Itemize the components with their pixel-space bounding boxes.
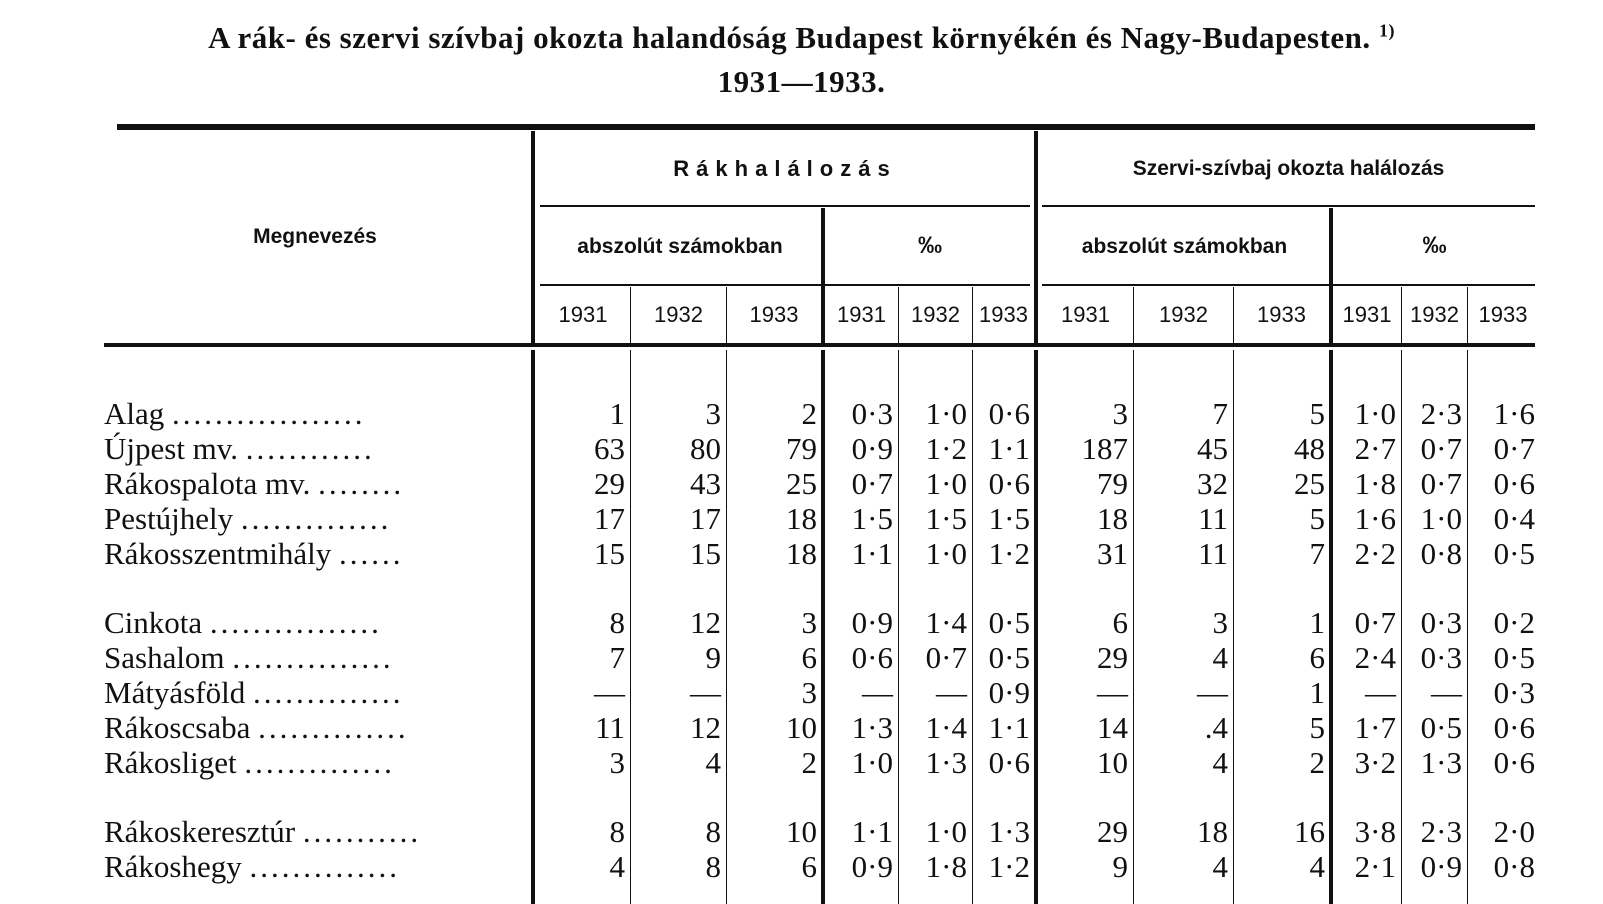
year-header: 1931 <box>558 302 608 327</box>
table-cell: 8 <box>705 814 721 849</box>
table-cell: 32 <box>1197 466 1228 501</box>
table-cell: 2·0 <box>1493 814 1535 849</box>
row-label <box>104 710 409 746</box>
table-cell: 48 <box>1294 431 1325 466</box>
year-header: 1932 <box>911 302 960 327</box>
table-cell: 1·0 <box>925 536 967 571</box>
year-header: 1931 <box>837 302 886 327</box>
table-cell: 0·9 <box>988 675 1030 710</box>
row-label-text: Rákoskeresztúr <box>104 814 303 849</box>
leader-dots: .............. <box>258 710 409 745</box>
table-cell: 2·3 <box>1420 396 1462 431</box>
table-cell: 16 <box>1294 814 1325 849</box>
table-cell: 0·2 <box>1493 605 1535 640</box>
year-header: 1932 <box>1410 302 1459 327</box>
table-cell: 1·8 <box>1354 466 1396 501</box>
table-cell: 17 <box>690 501 721 536</box>
subheader-permille-cancer: ‰ <box>918 232 942 259</box>
leader-dots: .................. <box>172 396 366 431</box>
table-cell: 6 <box>801 849 817 884</box>
table-cell: 1 <box>1309 605 1325 640</box>
table-cell: 0·6 <box>988 466 1030 501</box>
table-cell: 4 <box>1212 640 1228 675</box>
table-cell: 2·7 <box>1354 431 1396 466</box>
table-cell: 11 <box>595 710 625 745</box>
row-label-text: Újpest mv. <box>104 431 246 466</box>
table-cell: 2 <box>1309 745 1325 780</box>
table-cell: 1·6 <box>1354 501 1396 536</box>
table-cell: — <box>1365 675 1396 710</box>
table-cell: 1·5 <box>925 501 967 536</box>
row-label-text: Rákoshegy <box>104 849 250 884</box>
table-cell: 1·0 <box>925 396 967 431</box>
table-cell: 2·2 <box>1354 536 1396 571</box>
table-cell: 1·1 <box>988 710 1030 745</box>
group-rule-heart <box>1042 205 1535 207</box>
table-cell: 0·8 <box>1493 849 1535 884</box>
table-cell: 3·8 <box>1354 814 1396 849</box>
table-cell: 1·6 <box>1493 396 1535 431</box>
table-cell: 1·2 <box>925 431 967 466</box>
subheader-permille-heart: ‰ <box>1422 232 1447 259</box>
row-label-text: Cinkota <box>104 605 210 640</box>
table-cell: 4 <box>1212 745 1228 780</box>
leader-dots: ............... <box>232 640 394 675</box>
table-cell: 1 <box>609 396 625 431</box>
table-cell: 0·5 <box>1420 710 1462 745</box>
table-cell: 45 <box>1197 431 1228 466</box>
table-cell: 2·1 <box>1354 849 1396 884</box>
table-cell: 5 <box>1309 710 1325 745</box>
leader-dots: ................ <box>209 605 382 640</box>
col-header-name: Megnevezés <box>253 225 377 248</box>
vrule-body-name <box>531 350 535 904</box>
table-cell: 1·1 <box>851 536 893 571</box>
leader-dots: ........ <box>318 466 405 501</box>
year-header: 1931 <box>1061 302 1110 327</box>
vrule-body <box>1467 350 1468 904</box>
vrule-body <box>630 350 631 904</box>
row-label <box>104 814 421 850</box>
table-cell: 5 <box>1309 501 1325 536</box>
table-cell: 29 <box>594 466 625 501</box>
table-cell: 2 <box>801 396 817 431</box>
year-header: 1931 <box>1342 302 1392 327</box>
table-cell: 25 <box>1294 466 1325 501</box>
table-cell: 0·9 <box>851 431 893 466</box>
table-cell: — <box>1197 675 1228 710</box>
table-cell: 18 <box>1197 814 1228 849</box>
table-cell: 80 <box>690 431 721 466</box>
group-rule-cancer <box>540 205 1030 207</box>
table-cell: 18 <box>1097 501 1128 536</box>
table-cell: 0·8 <box>1420 536 1462 571</box>
table-cell: 0·3 <box>1493 675 1535 710</box>
table-cell: — <box>1097 675 1128 710</box>
table-cell: — <box>936 675 967 710</box>
table-cell: 0·5 <box>988 605 1030 640</box>
row-label-text: Mátyásföld <box>104 675 253 710</box>
leader-dots: .............. <box>244 745 395 780</box>
table-cell: 6 <box>1309 640 1325 675</box>
table-cell: 9 <box>705 640 721 675</box>
table-cell: 4 <box>705 745 721 780</box>
table-cell: 5 <box>1309 396 1325 431</box>
row-label <box>104 396 366 432</box>
table-cell: 1·4 <box>925 710 967 745</box>
table-cell: 8 <box>609 605 625 640</box>
table-cell: 10 <box>1097 745 1128 780</box>
leader-dots: ...... <box>339 536 404 571</box>
table-cell: 1·5 <box>988 501 1030 536</box>
table-cell: 43 <box>690 466 721 501</box>
table-cell: 63 <box>594 431 625 466</box>
table-cell: 0·4 <box>1493 501 1535 536</box>
leader-dots: .............. <box>249 849 401 884</box>
table-cell: 8 <box>705 849 721 884</box>
table-cell: 17 <box>594 501 625 536</box>
table-cell: 3 <box>705 396 721 431</box>
table-cell: 3 <box>801 675 817 710</box>
row-label <box>104 466 404 502</box>
row-label-text: Rákosliget <box>104 745 245 780</box>
row-label <box>104 536 404 572</box>
row-label-text: Sashalom <box>104 640 233 675</box>
table-cell: 0·5 <box>988 640 1030 675</box>
table-title-text: A rák- és szervi szívbaj okozta halandóság Budapest környékén és Nagy-Budapesten. <box>208 20 1371 55</box>
row-label-text: Alag <box>104 396 173 431</box>
table-cell: 15 <box>594 536 625 571</box>
table-cell: 29 <box>1097 640 1128 675</box>
table-cell: 7 <box>609 640 625 675</box>
table-cell: .4 <box>1204 710 1228 745</box>
table-cell: 1·2 <box>988 849 1030 884</box>
table-cell: 1·0 <box>925 466 967 501</box>
table-cell: 0·3 <box>1420 605 1462 640</box>
table-cell: 0·6 <box>1493 710 1535 745</box>
table-cell: 10 <box>786 710 817 745</box>
table-cell: 15 <box>690 536 721 571</box>
vrule-name <box>531 131 535 344</box>
row-label-text: Rákospalota mv. <box>104 466 319 501</box>
table-cell: 4 <box>1309 849 1325 884</box>
table-cell: 1·0 <box>851 745 893 780</box>
header-bottom-rule <box>104 343 1535 347</box>
year-header: 1933 <box>749 302 799 327</box>
leader-dots: .............. <box>252 675 404 710</box>
table-cell: 3·2 <box>1354 745 1396 780</box>
table-cell: 0·6 <box>1493 745 1535 780</box>
table-title <box>0 20 1603 56</box>
row-label-text: Pestújhely <box>104 501 241 536</box>
table-cell: 0·6 <box>988 745 1030 780</box>
table-cell: 0·6 <box>851 640 893 675</box>
table-cell: 1·3 <box>1420 745 1462 780</box>
table-cell: — <box>862 675 893 710</box>
table-cell: 0·7 <box>1420 466 1462 501</box>
table-cell: 2 <box>801 745 817 780</box>
table-cell: 6 <box>801 640 817 675</box>
table-cell: 1·0 <box>925 814 967 849</box>
table-cell: 0·7 <box>925 640 967 675</box>
subgroup-rule-cancer <box>540 284 1030 286</box>
table-cell: 14 <box>1097 710 1128 745</box>
row-label-text: Rákoscsaba <box>104 710 259 745</box>
table-cell: 31 <box>1097 536 1128 571</box>
table-cell: 4 <box>1212 849 1228 884</box>
table-cell: 1·7 <box>1354 710 1396 745</box>
table-cell: 0·7 <box>851 466 893 501</box>
table-cell: 11 <box>1198 501 1228 536</box>
table-cell: 187 <box>1081 431 1128 466</box>
row-label <box>104 849 400 885</box>
table-cell: 25 <box>786 466 817 501</box>
table-cell: 0·5 <box>1493 536 1535 571</box>
year-header: 1932 <box>1159 302 1208 327</box>
row-label <box>104 431 375 467</box>
vrule-body <box>1233 350 1234 904</box>
table-cell: — <box>690 675 721 710</box>
table-cell: 1·4 <box>925 605 967 640</box>
leader-dots: ........... <box>302 814 422 849</box>
table-cell: 1·3 <box>925 745 967 780</box>
table-cell: 10 <box>786 814 817 849</box>
table-cell: 6 <box>1112 605 1128 640</box>
table-cell: 0·9 <box>851 849 893 884</box>
row-label <box>104 675 403 711</box>
table-cell: 1·3 <box>851 710 893 745</box>
table-cell: 0·9 <box>1420 849 1462 884</box>
table-cell: 18 <box>786 501 817 536</box>
table-cell: 1·3 <box>988 814 1030 849</box>
group-header-heart: Szervi-szívbaj okozta halálozás <box>1132 157 1445 180</box>
table-cell: 7 <box>1309 536 1325 571</box>
table-cell: 1·1 <box>988 431 1030 466</box>
table-cell: 12 <box>690 605 721 640</box>
subheader-absolute-cancer: abszolút számokban <box>577 235 783 258</box>
table-cell: 1·2 <box>988 536 1030 571</box>
table-cell: 9 <box>1112 849 1128 884</box>
table-cell: 3 <box>1112 396 1128 431</box>
table-cell: 2·4 <box>1354 640 1396 675</box>
table-cell: 0·9 <box>851 605 893 640</box>
table-cell: 3 <box>609 745 625 780</box>
table-cell: 1 <box>1309 675 1325 710</box>
year-header: 1933 <box>1478 302 1528 327</box>
table-cell: 0·3 <box>1420 640 1462 675</box>
row-label-text: Rákosszentmihály <box>104 536 340 571</box>
table-cell: 18 <box>786 536 817 571</box>
vrule-body <box>726 350 727 904</box>
table-cell: 1·1 <box>851 814 893 849</box>
year-header: 1932 <box>654 302 703 327</box>
table-cell: 0·7 <box>1420 431 1462 466</box>
table-cell: 12 <box>690 710 721 745</box>
group-header-cancer: Rákhalálozás <box>673 156 897 181</box>
footnote-mark: 1) <box>1378 20 1395 41</box>
leader-dots: .............. <box>240 501 392 536</box>
table-cell: 0·6 <box>988 396 1030 431</box>
subheader-absolute-heart: abszolút számokban <box>1081 235 1288 258</box>
table-cell: 2·3 <box>1420 814 1462 849</box>
leader-dots: ............ <box>245 431 375 466</box>
table-subtitle: 1931—1933. <box>717 64 886 99</box>
year-header: 1933 <box>979 302 1028 327</box>
top-rule <box>117 124 1535 130</box>
table-cell: 7 <box>1212 396 1228 431</box>
table-cell: 0·3 <box>851 396 893 431</box>
table-cell: 11 <box>1198 536 1228 571</box>
table-cell: 0·5 <box>1493 640 1535 675</box>
table-cell: 0·6 <box>1493 466 1535 501</box>
row-label <box>104 605 382 641</box>
subgroup-rule-heart <box>1042 284 1535 286</box>
table-cell: 8 <box>609 814 625 849</box>
year-header: 1933 <box>1257 302 1306 327</box>
table-cell: 3 <box>801 605 817 640</box>
table-cell: — <box>1431 675 1462 710</box>
table-cell: 1·8 <box>925 849 967 884</box>
table-cell: 1·5 <box>851 501 893 536</box>
table-cell: — <box>594 675 625 710</box>
row-label <box>104 745 395 781</box>
table-cell: 0·7 <box>1493 431 1535 466</box>
table-cell: 3 <box>1212 605 1228 640</box>
table-cell: 79 <box>1097 466 1128 501</box>
table-cell: 1·0 <box>1420 501 1462 536</box>
row-label <box>104 640 394 676</box>
table-cell: 79 <box>786 431 817 466</box>
row-label <box>104 501 391 537</box>
table-cell: 0·7 <box>1354 605 1396 640</box>
table-cell: 29 <box>1097 814 1128 849</box>
table-cell: 4 <box>609 849 625 884</box>
table-cell: 1·0 <box>1354 396 1396 431</box>
